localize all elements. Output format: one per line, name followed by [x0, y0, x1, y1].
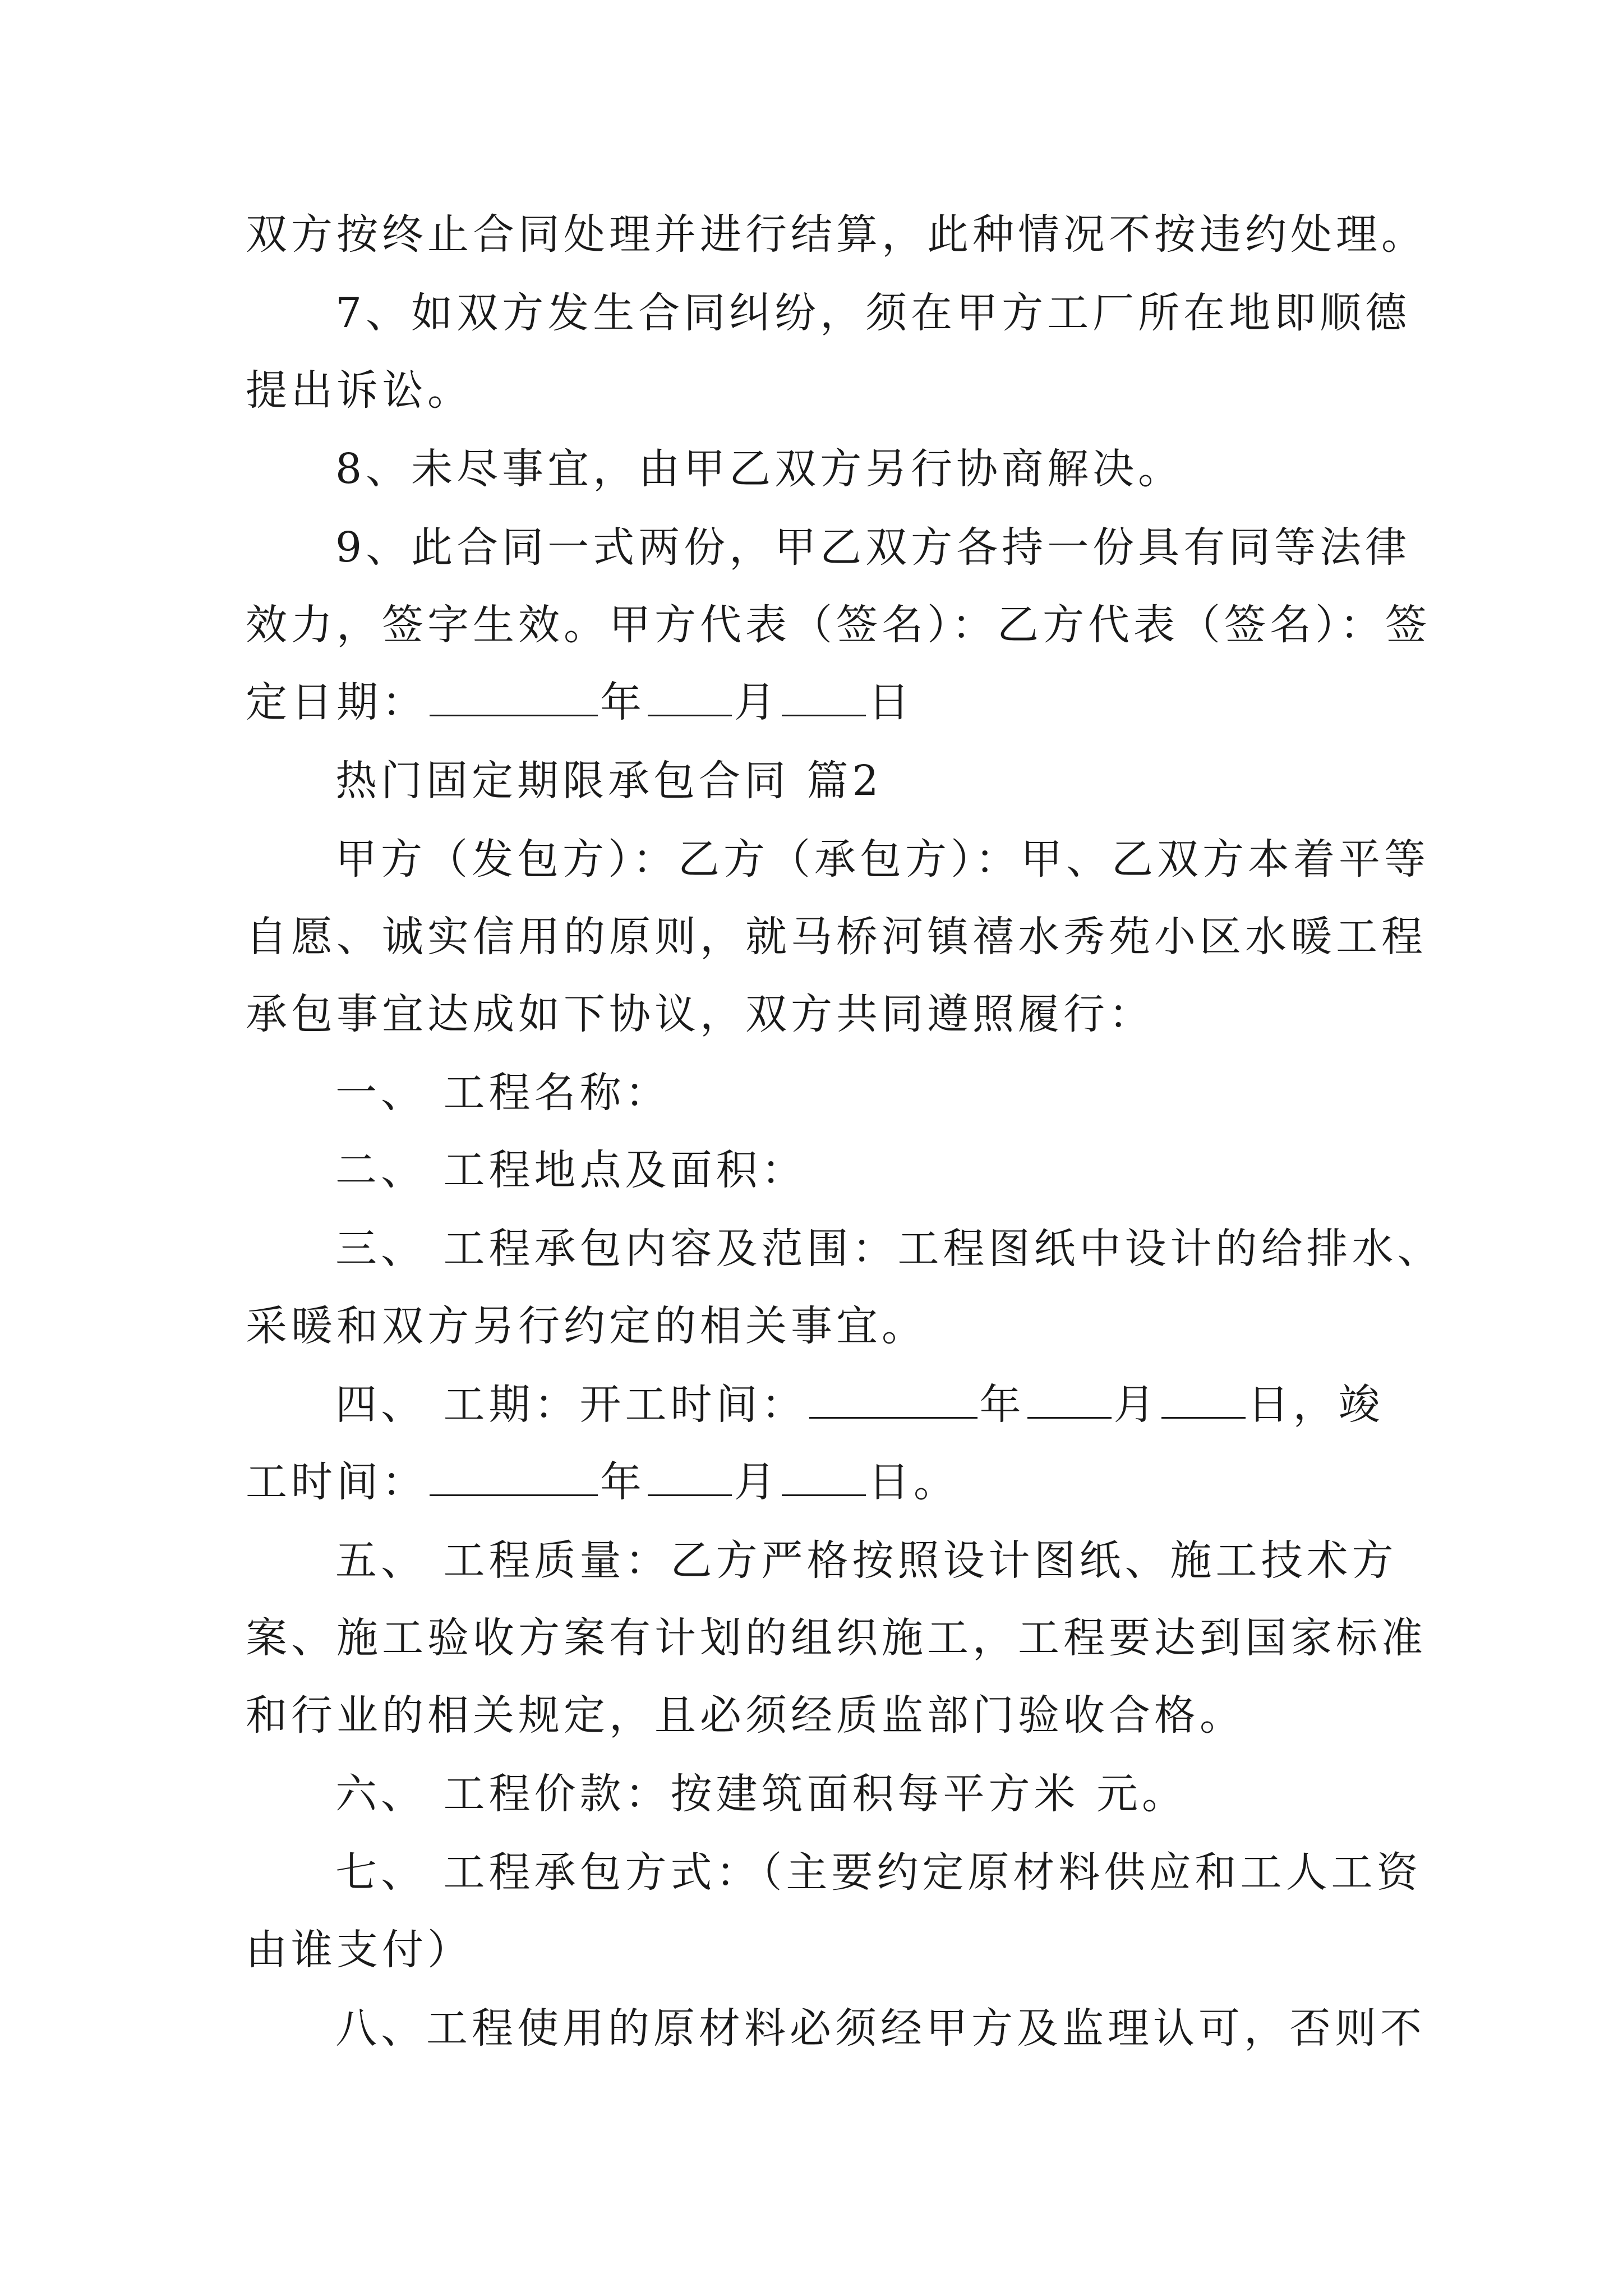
paragraph-line: 案、施工验收方案有计划的组织施工，工程要达到国家标准 [246, 1614, 1427, 1662]
clause-line: 六、 工程价款：按建筑面积每平方米 元。 [335, 1770, 1188, 1818]
construction-start-line [335, 1377, 1384, 1433]
clause-line: 一、 工程名称： [335, 1069, 671, 1117]
paragraph-line: 效力，签字生效。甲方代表（签名）：乙方代表（签名）：签 [246, 601, 1431, 649]
month-unit: 月 [734, 678, 780, 726]
paragraph-line: 9、此合同一式两份，甲乙双方各持一份具有同等法律 [335, 523, 1411, 572]
end-day-blank [782, 1457, 866, 1496]
section-heading: 热门固定期限承包合同 篇2 [335, 757, 883, 805]
paragraph-line: 甲方（发包方）：乙方（承包方）：甲、乙双方本着平等 [335, 835, 1430, 884]
paragraph-line: 提出诉讼。 [246, 366, 473, 415]
end-day-unit: 日。 [868, 1458, 959, 1506]
signing-date-line [246, 674, 914, 730]
start-month-unit: 月 [1113, 1381, 1159, 1429]
clause-line: 五、 工程质量：乙方严格按照设计图纸、施工技术方 [335, 1536, 1398, 1585]
start-year-unit: 年 [979, 1381, 1025, 1429]
clause-line: 七、 工程承包方式：（主要约定原材料供应和工人工资 [335, 1848, 1422, 1897]
end-year-unit: 年 [600, 1458, 645, 1506]
clause-line: 三、 工程承包内容及范围：工程图纸中设计的给排水、 [335, 1225, 1443, 1273]
start-day-unit: 日，竣 [1247, 1381, 1384, 1429]
end-month-blank [648, 1457, 732, 1496]
start-time-label: 四、 工期：开工时间： [335, 1381, 807, 1429]
construction-end-line [246, 1454, 959, 1510]
end-month-unit: 月 [734, 1458, 780, 1506]
end-year-blank [430, 1457, 598, 1496]
start-year-blank [809, 1380, 978, 1419]
paragraph-line: 8、未尽事宜，由甲乙双方另行协商解决。 [335, 445, 1184, 493]
paragraph-line: 和行业的相关规定，且必须经质监部门验收合格。 [246, 1691, 1245, 1740]
day-unit: 日 [868, 678, 914, 726]
paragraph-line: 由谁支付） [246, 1926, 473, 1974]
paragraph-line: 承包事宜达成如下协议，双方共同遵照履行： [246, 990, 1154, 1038]
month-blank [648, 678, 732, 716]
year-unit: 年 [600, 678, 645, 726]
paragraph-line: 采暖和双方另行约定的相关事宜。 [246, 1302, 927, 1350]
paragraph-line: 7、如双方发生合同纠纷，须在甲方工厂所在地即顺德 [335, 289, 1411, 337]
end-time-label: 工时间： [246, 1458, 427, 1506]
start-day-blank [1161, 1380, 1246, 1419]
clause-line: 八、工程使用的原材料必须经甲方及监理认可，否则不 [335, 2004, 1426, 2053]
paragraph-line: 自愿、诚实信用的原则，就马桥河镇禧水秀苑小区水暖工程 [246, 913, 1427, 961]
clause-line: 二、 工程地点及面积： [335, 1146, 807, 1194]
day-blank [782, 678, 866, 716]
start-month-blank [1027, 1380, 1112, 1419]
signing-date-label: 定日期： [246, 678, 427, 726]
year-blank [430, 678, 598, 716]
paragraph-line: 双方按终止合同处理并进行结算，此种情况不按违约处理。 [246, 210, 1427, 259]
